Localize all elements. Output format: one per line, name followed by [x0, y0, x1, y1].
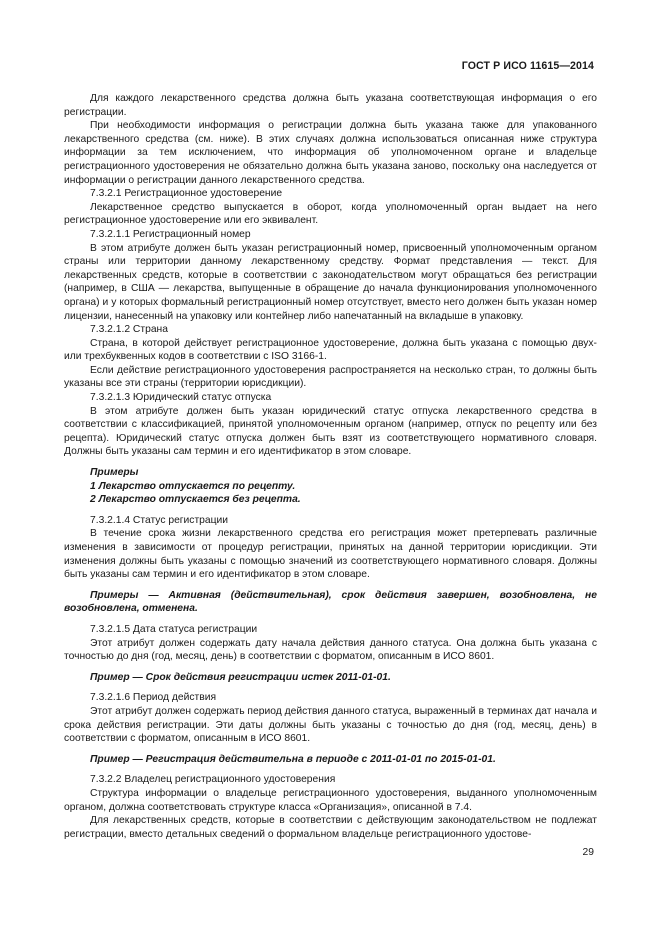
paragraph: Страна, в которой действует регистрационное удостоверение, должна быть указана с помощью двух- или трехбуквенных кодов в соответствии с ISO 3166-1. [64, 337, 597, 363]
examples-block [64, 466, 597, 507]
example-note: Пример — Регистрация действительна в периоде с 2011-01-01 по 2015-01-01. [90, 753, 496, 765]
section-heading: 7.3.2.1.5 Дата статуса регистрации [90, 623, 258, 635]
paragraph: В течение срока жизни лекарственного средства его регистрация может претерпевать различные изменения в зависимости от процедур регистрации, принятых на данной территории юрисдикции. Эти изменения должны быть указаны с помощью значений из соответствующего нормативного словаря. Должны быть указаны сам термин и его идентификатор в этом словаре. [64, 528, 597, 581]
paragraph: Если действие регистрационного удостоверения распространяется на несколько стран, то должны быть указаны все эти страны (территории юрисдикции). [64, 364, 597, 390]
paragraph: Этот атрибут должен содержать период действия данного статуса, выраженный в терминах дат начала и срока действия регистрации. Эти даты должны быть указаны с точностью до дня (год, месяц, день) в соответствии с форматом, описанным в ИСО 8601. [64, 705, 597, 745]
page-number: 29 [582, 847, 594, 858]
example-item: 2 Лекарство отпускается без рецепта. [90, 494, 301, 506]
example-note: Пример — Срок действия регистрации истек 2011-01-01. [90, 671, 391, 683]
section-heading: 7.3.2.1.4 Статус регистрации [90, 514, 229, 526]
example-item: 1 Лекарство отпускается по рецепту. [90, 480, 296, 492]
paragraph: При необходимости информация о регистрации должна быть указана также для упакованного лекарственного средства (см. ниже). В этих случаях должна использоваться описанная ниже структура информации за тем исключением, что информация об уполномоченном органе и владельце регистрационного удостоверения не обязательно должна быть указана заново, поскольку она наследуется от информации о регистрации данного лекарственного средства. [64, 120, 597, 186]
paragraph: Для лекарственных средств, которые в соответствии с действующим законодательством не подлежат регистрации, вместо детальных сведений о формальном владельце регистрационного удостове- [64, 815, 597, 840]
standard-header: ГОСТ Р ИСО 11615—2014 [461, 60, 594, 72]
section-heading: 7.3.2.2 Владелец регистрационного удостоверения [90, 774, 336, 786]
section-heading: 7.3.2.1.1 Регистрационный номер [90, 228, 251, 240]
section-heading: 7.3.2.1.6 Период действия [90, 692, 217, 704]
examples-title: Примеры [90, 467, 139, 479]
paragraph: В этом атрибуте должен быть указан регистрационный номер, присвоенный уполномоченным органом страны или территории данному лекарственному средству. Формат представления — текст. Для лекарственных средств, которые в соответствии с законодательством могут обращаться без регистрации (например, в США — лекарства, выпущенные в обращение до начала функционирования уполномоченного органа) и у которых формальный регистрационный номер отсутствует, вместо него должен быть указан номер лицензии, нанесенный на упаковку или контейнер либо напечатанный на вкладыше в упаковку. [64, 242, 597, 322]
paragraph: Лекарственное средство выпускается в оборот, когда уполномоченный орган выдает на него регистрационное удостоверение или его эквивалент. [64, 201, 597, 227]
document-body [64, 92, 597, 841]
paragraph: Для каждого лекарственного средства должна быть указана соответствующая информация о его регистрации. [64, 93, 597, 118]
section-heading: 7.3.2.1 Регистрационное удостоверение [90, 188, 283, 200]
paragraph: Структура информации о владельце регистрационного удостоверения, выданного уполномоченным органом, должна соответствовать структуре класса «Организация», описанной в 7.4. [64, 787, 597, 813]
example-note: Примеры — Активная (действительная), срок действия завершен, возобновлена, не возобновлена, отменена. [64, 589, 597, 615]
section-heading: 7.3.2.1.2 Страна [90, 324, 168, 336]
section-heading: 7.3.2.1.3 Юридический статус отпуска [90, 392, 272, 404]
paragraph: В этом атрибуте должен быть указан юридический статус отпуска лекарственного средства в соответствии с классификацией, принятой уполномоченным органом (например, отпуск по рецепту или без рецепта). Юридический статус отпуска должен быть взят из соответствующего нормативного словаря. Должны быть указаны сам термин и его идентификатор в этом словаре. [64, 405, 597, 458]
paragraph: Этот атрибут должен содержать дату начала действия данного статуса. Она должна быть указана с точностью до дня (год, месяц, день) в соответствии с форматом, описанным в ИСО 8601. [64, 637, 597, 663]
